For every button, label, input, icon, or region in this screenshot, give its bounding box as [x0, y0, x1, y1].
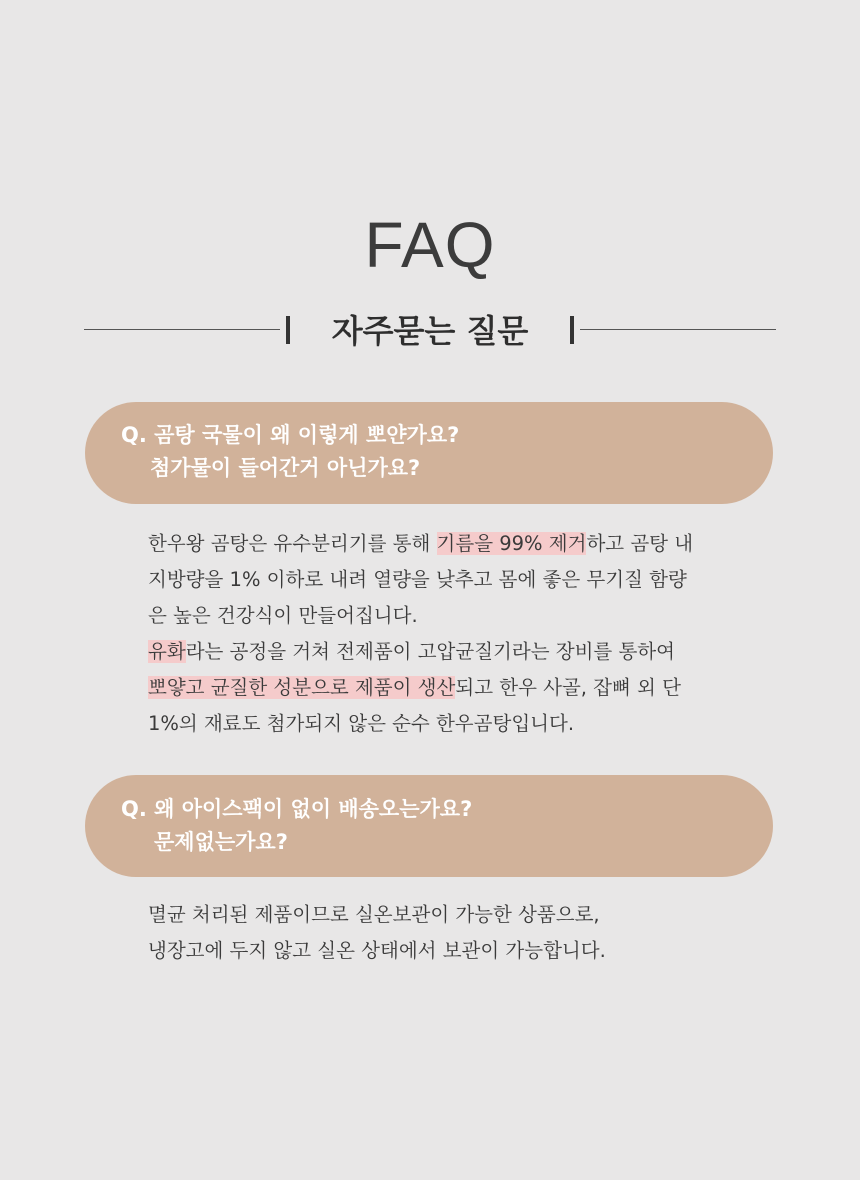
faq-answer-1	[148, 526, 788, 742]
answer-line: 냉장고에 두지 않고 실온 상태에서 보관이 가능합니다.	[148, 939, 606, 962]
answer-text: 하고 곰탕 내	[586, 532, 694, 555]
highlighted-text: 유화	[148, 640, 186, 663]
page-subtitle: 자주묻는 질문	[331, 312, 529, 350]
highlighted-text: 뽀얗고 균질한 성분으로 제품이 생산	[148, 676, 456, 699]
answer-line	[148, 670, 788, 706]
faq-answer-2	[148, 897, 788, 969]
answer-line	[148, 526, 788, 562]
question-line: 첨가물이 들어간거 아닌가요?	[150, 456, 421, 480]
divider-right	[580, 329, 776, 330]
faq-question-2	[85, 775, 773, 877]
answer-text: 지방량을 1% 이하로 내려 열량을 낮추고 몸에 좋은 무기질 함량	[148, 568, 687, 591]
answer-text: 되고 한우 사골, 잡뼈 외 단	[455, 676, 681, 699]
faq-question-1	[85, 402, 773, 504]
question-line: Q. 곰탕 국물이 왜 이렇게 뽀얀가요?	[121, 423, 460, 447]
answer-line	[148, 598, 788, 634]
answer-text: 1%의 재료도 첨가되지 않은 순수 한우곰탕입니다.	[148, 712, 575, 735]
answer-line: 멸균 처리된 제품이므로 실온보관이 가능한 상품으로,	[148, 903, 600, 926]
answer-text: 라는 공정을 거쳐 전제품이 고압균질기라는 장비를 통하여	[185, 640, 675, 663]
page-title: FAQ	[364, 209, 496, 281]
question-line: 문제없는가요?	[154, 830, 288, 854]
answer-text: 한우왕 곰탕은 유수분리기를 통해	[148, 532, 437, 555]
bracket-bar-right	[570, 316, 574, 344]
answer-text: 은 높은 건강식이 만들어집니다.	[148, 604, 418, 627]
answer-line	[148, 706, 788, 742]
answer-line	[148, 562, 788, 598]
highlighted-text: 기름을 99% 제거	[436, 532, 587, 555]
answer-line	[148, 634, 788, 670]
question-line: Q. 왜 아이스팩이 없이 배송오는가요?	[121, 797, 473, 821]
section-header	[84, 305, 776, 355]
